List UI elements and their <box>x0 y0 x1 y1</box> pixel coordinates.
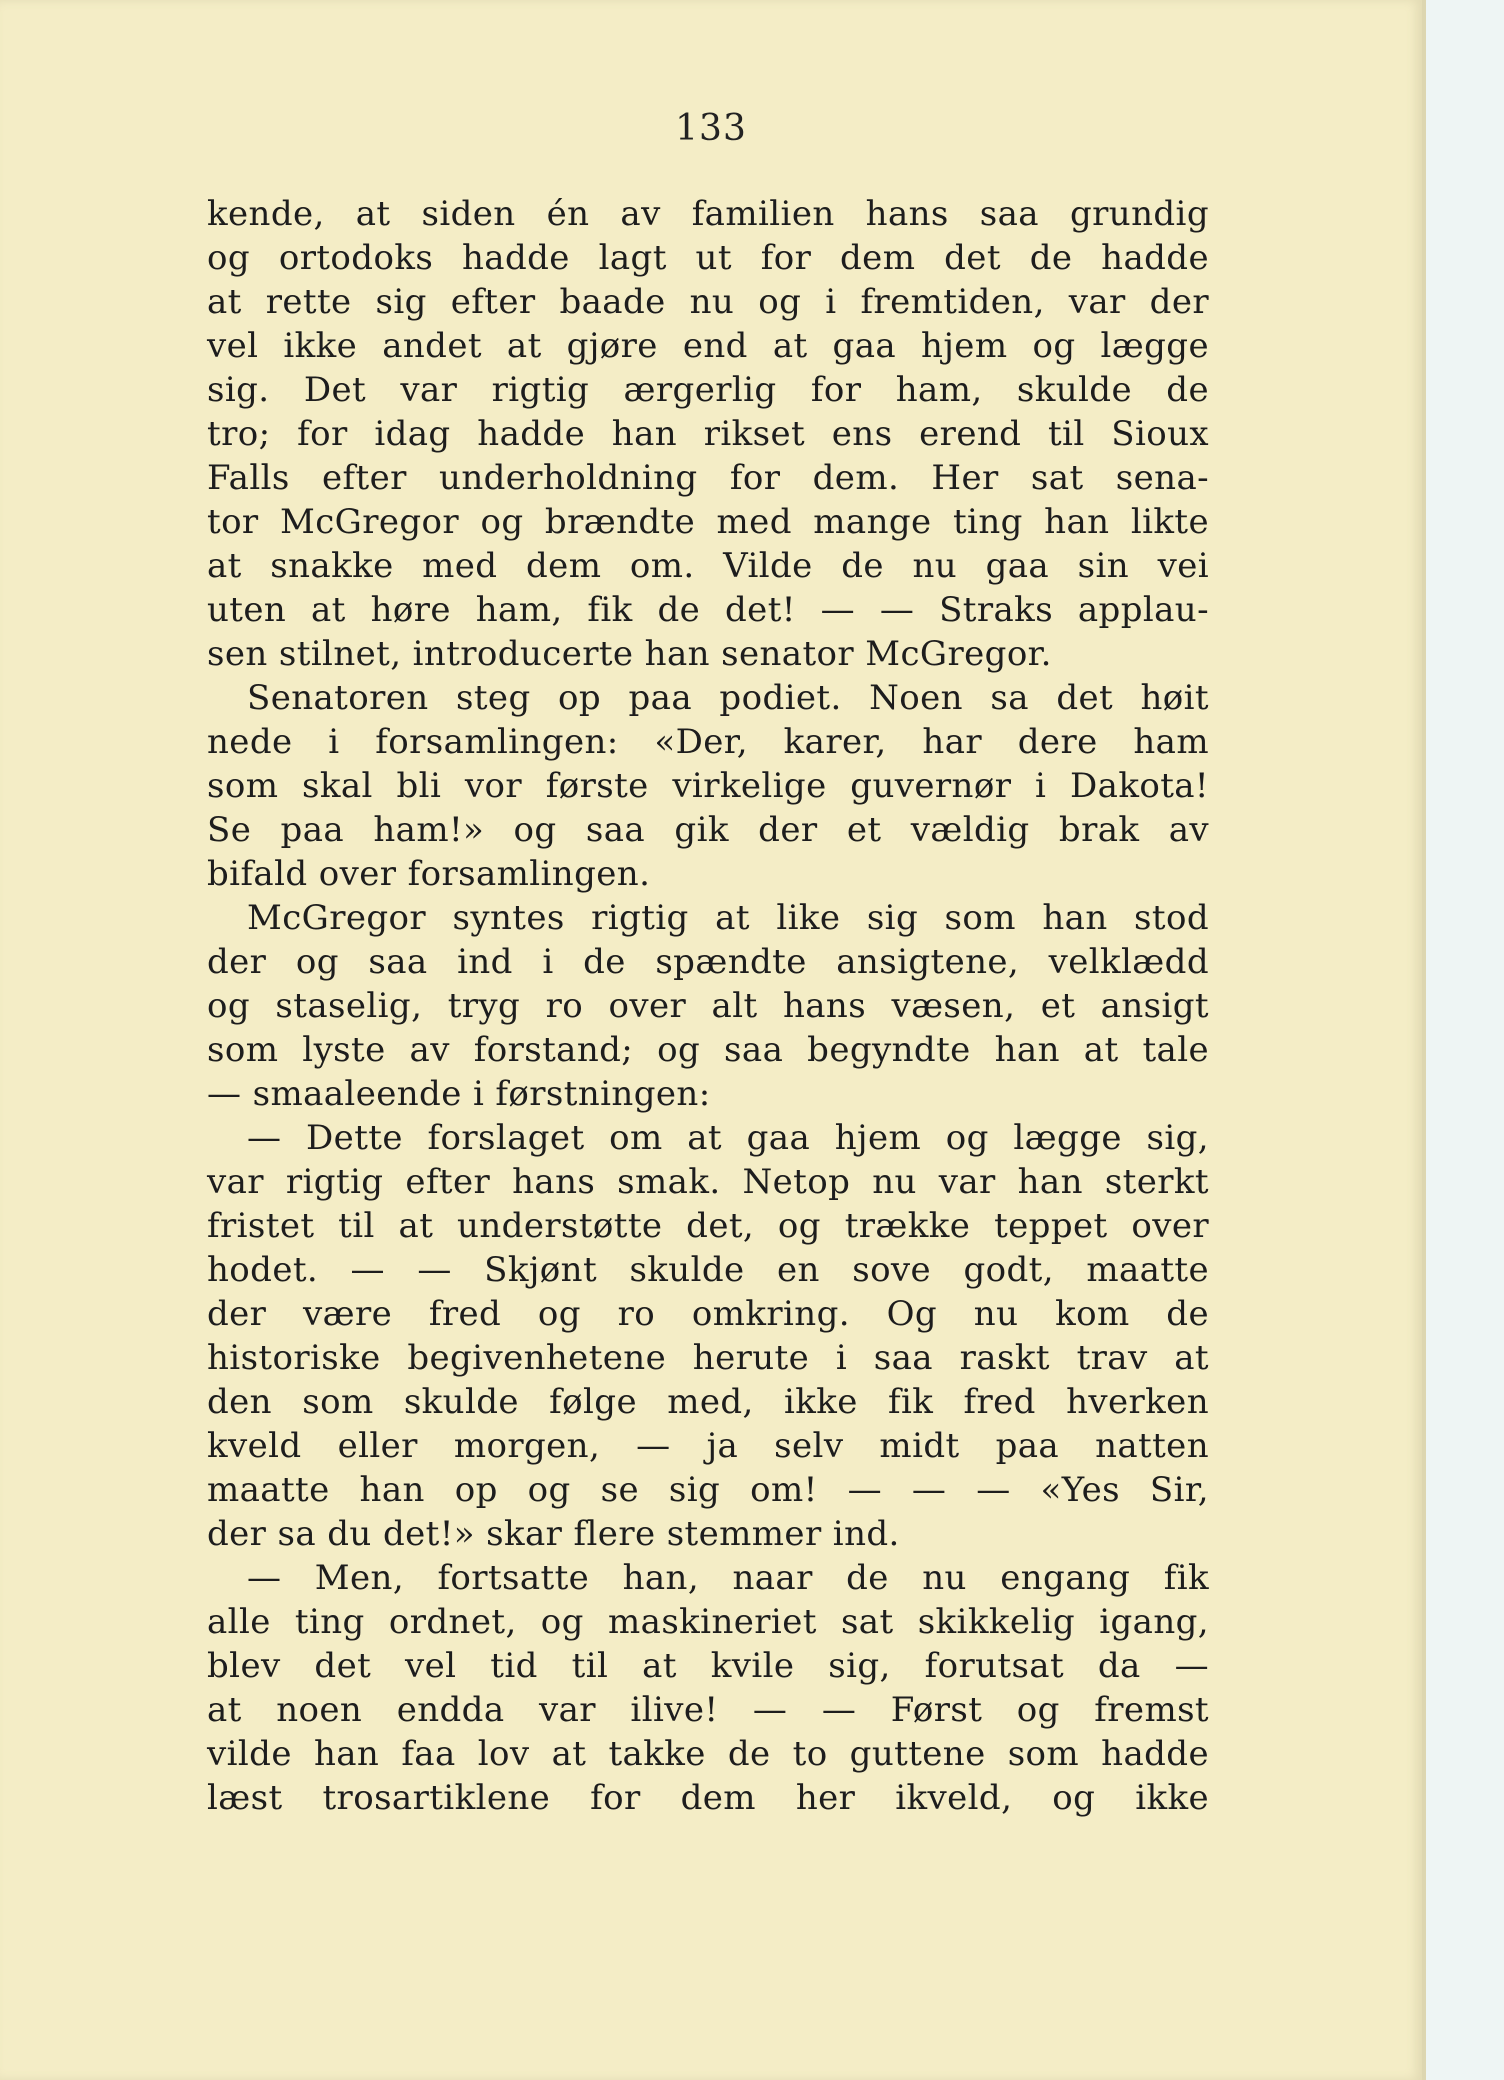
text-line: som lyste av forstand; og saa begyndte han at tale <box>207 1030 1209 1070</box>
text-line: tro; for idag hadde han rikset ens erend til Sioux <box>207 414 1209 454</box>
text-line: sen stilnet, introducerte han senator McGregor. <box>207 634 1052 674</box>
text-line: fristet til at understøtte det, og trække teppet over <box>207 1206 1209 1246</box>
page-number: 133 <box>675 108 747 149</box>
paragraph <box>207 1116 1209 1556</box>
text-line: McGregor syntes rigtig at like sig som han stod <box>247 898 1209 938</box>
paragraph <box>207 192 1209 676</box>
text-line: nede i forsamlingen: «Der, karer, har dere ham <box>207 722 1209 762</box>
text-line: Senatoren steg op paa podiet. Noen sa det høit <box>247 678 1209 718</box>
text-line: der og saa ind i de spændte ansigtene, velklædd <box>207 942 1209 982</box>
text-line: at rette sig efter baade nu og i fremtiden, var der <box>207 282 1209 322</box>
text-line: — Men, fortsatte han, naar de nu engang fik <box>247 1558 1209 1598</box>
text-line: kveld eller morgen, — ja selv midt paa natten <box>207 1426 1209 1466</box>
text-line: at noen endda var ilive! — — Først og fremst <box>207 1690 1209 1730</box>
text-line: kende, at siden én av familien hans saa grundig <box>207 194 1209 234</box>
text-line: at snakke med dem om. Vilde de nu gaa sin vei <box>207 546 1209 586</box>
text-line: hodet. — — Skjønt skulde en sove godt, maatte <box>207 1250 1209 1290</box>
text-line: bifald over forsamlingen. <box>207 854 651 894</box>
text-line: tor McGregor og brændte med mange ting han likte <box>207 502 1209 542</box>
page-edge <box>1422 0 1426 2080</box>
text-line: — smaaleende i førstningen: <box>207 1074 711 1114</box>
text-line: var rigtig efter hans smak. Netop nu var han sterkt <box>207 1162 1209 1202</box>
text-line: vilde han faa lov at takke de to guttene som hadde <box>207 1734 1209 1774</box>
paragraph <box>207 896 1209 1116</box>
text-line: sig. Det var rigtig ærgerlig for ham, skulde de <box>207 370 1209 410</box>
text-line: historiske begivenhetene herute i saa raskt trav at <box>207 1338 1209 1378</box>
text-line: Se paa ham!» og saa gik der et vældig brak av <box>207 810 1209 850</box>
paragraph <box>207 1556 1209 1820</box>
paragraph <box>207 676 1209 896</box>
text-line: og staselig, tryg ro over alt hans væsen, et ansigt <box>207 986 1209 1026</box>
text-line: maatte han op og se sig om! — — — «Yes Sir, <box>207 1470 1209 1510</box>
text-line: vel ikke andet at gjøre end at gaa hjem og lægge <box>207 326 1209 366</box>
text-line: læst trosartiklene for dem her ikveld, og ikke <box>207 1778 1209 1818</box>
text-line: — Dette forslaget om at gaa hjem og lægge sig, <box>247 1118 1209 1158</box>
text-line: der være fred og ro omkring. Og nu kom de <box>207 1294 1209 1334</box>
text-line: der sa du det!» skar flere stemmer ind. <box>207 1514 900 1554</box>
text-line: blev det vel tid til at kvile sig, forutsat da — <box>207 1646 1209 1686</box>
text-line: den som skulde følge med, ikke fik fred hverken <box>207 1382 1209 1422</box>
text-line: uten at høre ham, fik de det! — — Straks applau- <box>207 590 1209 630</box>
body-text <box>207 192 1209 1820</box>
text-line: Falls efter underholdning for dem. Her sat sena- <box>207 458 1209 498</box>
text-line: og ortodoks hadde lagt ut for dem det de hadde <box>207 238 1209 278</box>
text-line: som skal bli vor første virkelige guvernør i Dakota! <box>207 766 1209 806</box>
text-line: alle ting ordnet, og maskineriet sat skikkelig igang, <box>207 1602 1209 1642</box>
